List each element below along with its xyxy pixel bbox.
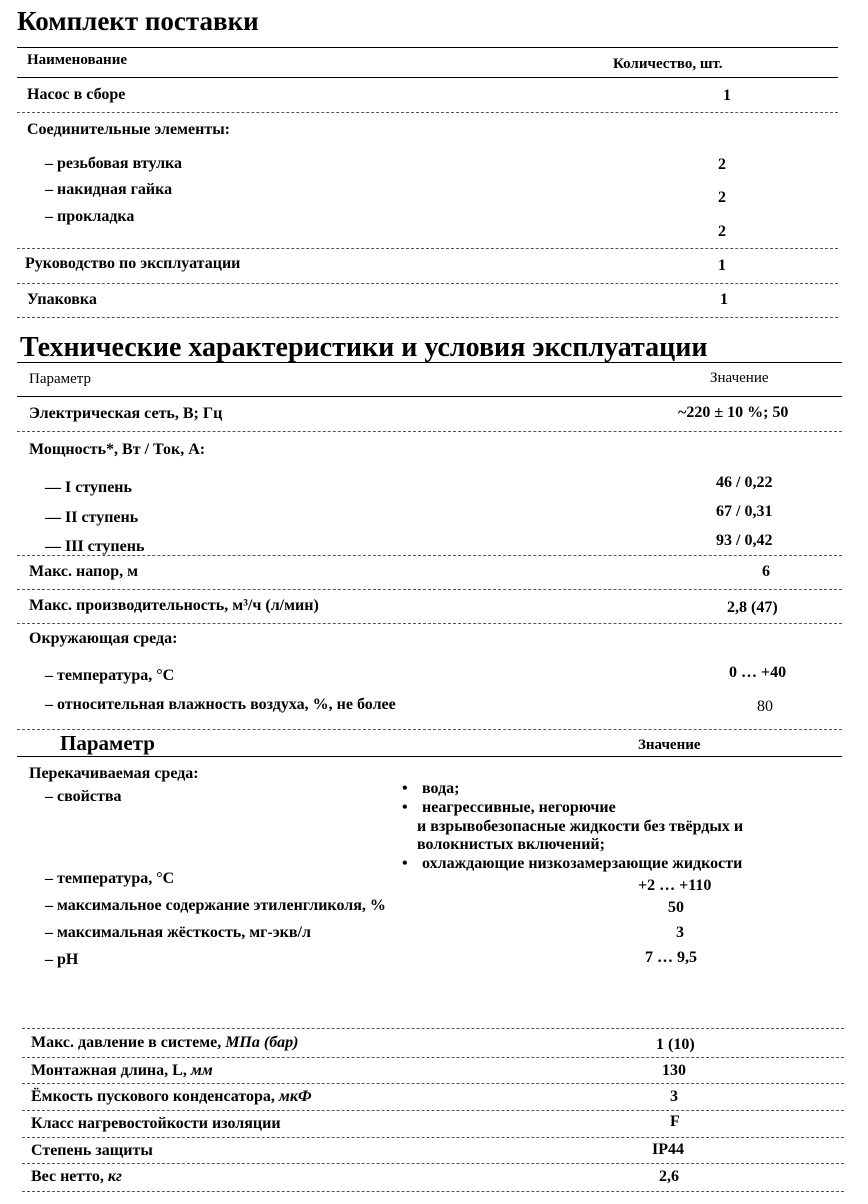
row-value-stage1: 46 / 0,22 (716, 474, 773, 491)
row-qty-sleeve: 2 (718, 156, 726, 173)
row-name-power: Мощность*, Вт / Ток, А: (29, 441, 206, 458)
row-name-glycol: – максимальное содержание этиленгликоля, % (45, 897, 386, 914)
row-value-insulation: F (670, 1113, 680, 1130)
column-header-value: Значение (638, 737, 701, 753)
row-name-insulation: Класс нагревостойкости изоляции (31, 1115, 281, 1132)
section-title-specs: Технические характеристики и условия эксплуатации (20, 332, 708, 363)
column-header-param: Параметр (29, 371, 92, 387)
row-value-glycol: 50 (668, 899, 684, 916)
section-title-delivery: Комплект поставки (17, 6, 259, 36)
column-header-param-large: Параметр (60, 731, 155, 755)
row-value-network: ~220 ± 10 %; 50 (678, 404, 789, 421)
row-divider (22, 1191, 844, 1192)
row-name-gasket: – прокладка (45, 208, 135, 225)
row-name-package: Упаковка (27, 291, 97, 308)
row-name-pump: Насос в сборе (27, 86, 126, 103)
row-value-protection: IP44 (652, 1141, 684, 1158)
prop-bullet-cont1: и взрывобезопасные жидкости без твёрдых и (417, 818, 744, 835)
prop-bullet-nonaggressive: • неагрессивные, негорючие (422, 799, 616, 817)
row-divider (17, 317, 838, 318)
row-name-flow: Макс. производительность, м³/ч (л/мин) (29, 597, 319, 614)
row-name-weight: Вес нетто, кг (31, 1168, 122, 1185)
row-name-capacitor: Ёмкость пускового конденсатора, мкФ (31, 1088, 312, 1105)
row-divider (22, 1057, 844, 1058)
divider (17, 77, 838, 78)
row-name-hardness: – максимальная жёсткость, мг-экв/л (45, 924, 311, 941)
row-name-ph: – pH (45, 951, 79, 968)
row-divider (22, 1137, 844, 1138)
row-divider (17, 729, 842, 730)
row-value-temp: +2 … +110 (638, 877, 712, 894)
row-qty-nut: 2 (718, 189, 726, 206)
row-name-env: Окружающая среда: (29, 630, 178, 647)
row-divider (17, 623, 842, 624)
row-name-env-temp: – температура, °С (45, 667, 175, 684)
row-name-stage2: — II ступень (45, 509, 139, 526)
row-name-nut: – накидная гайка (45, 181, 173, 198)
row-qty-gasket: 2 (718, 223, 726, 240)
row-name-protection: Степень защиты (31, 1142, 153, 1159)
divider (17, 362, 842, 363)
row-divider (17, 112, 838, 113)
prop-bullet-coolant: • охлаждающие низкозамерзающие жидкости (422, 855, 742, 873)
row-value-env-temp: 0 … +40 (729, 664, 787, 681)
row-name-pressure: Макс. давление в системе, МПа (бар) (31, 1034, 299, 1051)
row-value-pressure: 1 (10) (656, 1036, 695, 1053)
row-divider (17, 431, 842, 432)
column-header-qty: Количество, шт. (613, 56, 723, 72)
row-value-stage3: 93 / 0,42 (716, 532, 773, 549)
row-divider (17, 589, 842, 590)
props-label: – свойства (45, 788, 122, 805)
row-divider (17, 283, 838, 284)
row-divider (22, 1083, 844, 1084)
row-name-manual: Руководство по эксплуатации (25, 255, 241, 272)
divider (17, 47, 838, 48)
row-name-humidity: – относительная влажность воздуха, %, не более (45, 696, 396, 713)
row-name-head: Макс. напор, м (29, 563, 139, 580)
row-name-stage3: — III ступень (45, 538, 145, 555)
row-divider (17, 555, 842, 556)
divider (17, 396, 842, 397)
row-divider (22, 1110, 844, 1111)
row-name-network: Электрическая сеть, В; Гц (29, 405, 223, 422)
row-divider (22, 1163, 844, 1164)
row-value-flow: 2,8 (47) (727, 599, 778, 616)
medium-label: Перекачиваемая среда: (29, 765, 199, 782)
row-qty-package: 1 (720, 291, 728, 308)
row-value-capacitor: 3 (670, 1088, 678, 1105)
row-name-stage1: — I ступень (45, 479, 132, 496)
row-name-length: Монтажная длина, L, мм (31, 1062, 213, 1079)
column-header-value: Значение (710, 370, 769, 386)
row-name-sleeve: – резьбовая втулка (45, 155, 183, 172)
column-header-name: Наименование (27, 52, 127, 68)
row-value-head: 6 (762, 563, 770, 580)
row-qty-manual: 1 (718, 257, 726, 274)
row-value-ph: 7 … 9,5 (645, 949, 697, 966)
row-divider (17, 248, 838, 249)
row-value-humidity: 80 (757, 698, 773, 715)
row-value-stage2: 67 / 0,31 (716, 503, 773, 520)
row-value-length: 130 (662, 1062, 686, 1079)
prop-bullet-water: • вода; (422, 780, 460, 798)
row-divider (22, 1028, 844, 1029)
prop-bullet-cont2: волокнистых включений; (417, 836, 605, 853)
divider (17, 756, 842, 757)
row-value-hardness: 3 (676, 924, 684, 941)
row-value-weight: 2,6 (659, 1168, 679, 1185)
row-name-temp: – температура, °С (45, 870, 175, 887)
row-name-connectors: Соединительные элементы: (27, 121, 231, 138)
row-qty-pump: 1 (723, 87, 731, 104)
